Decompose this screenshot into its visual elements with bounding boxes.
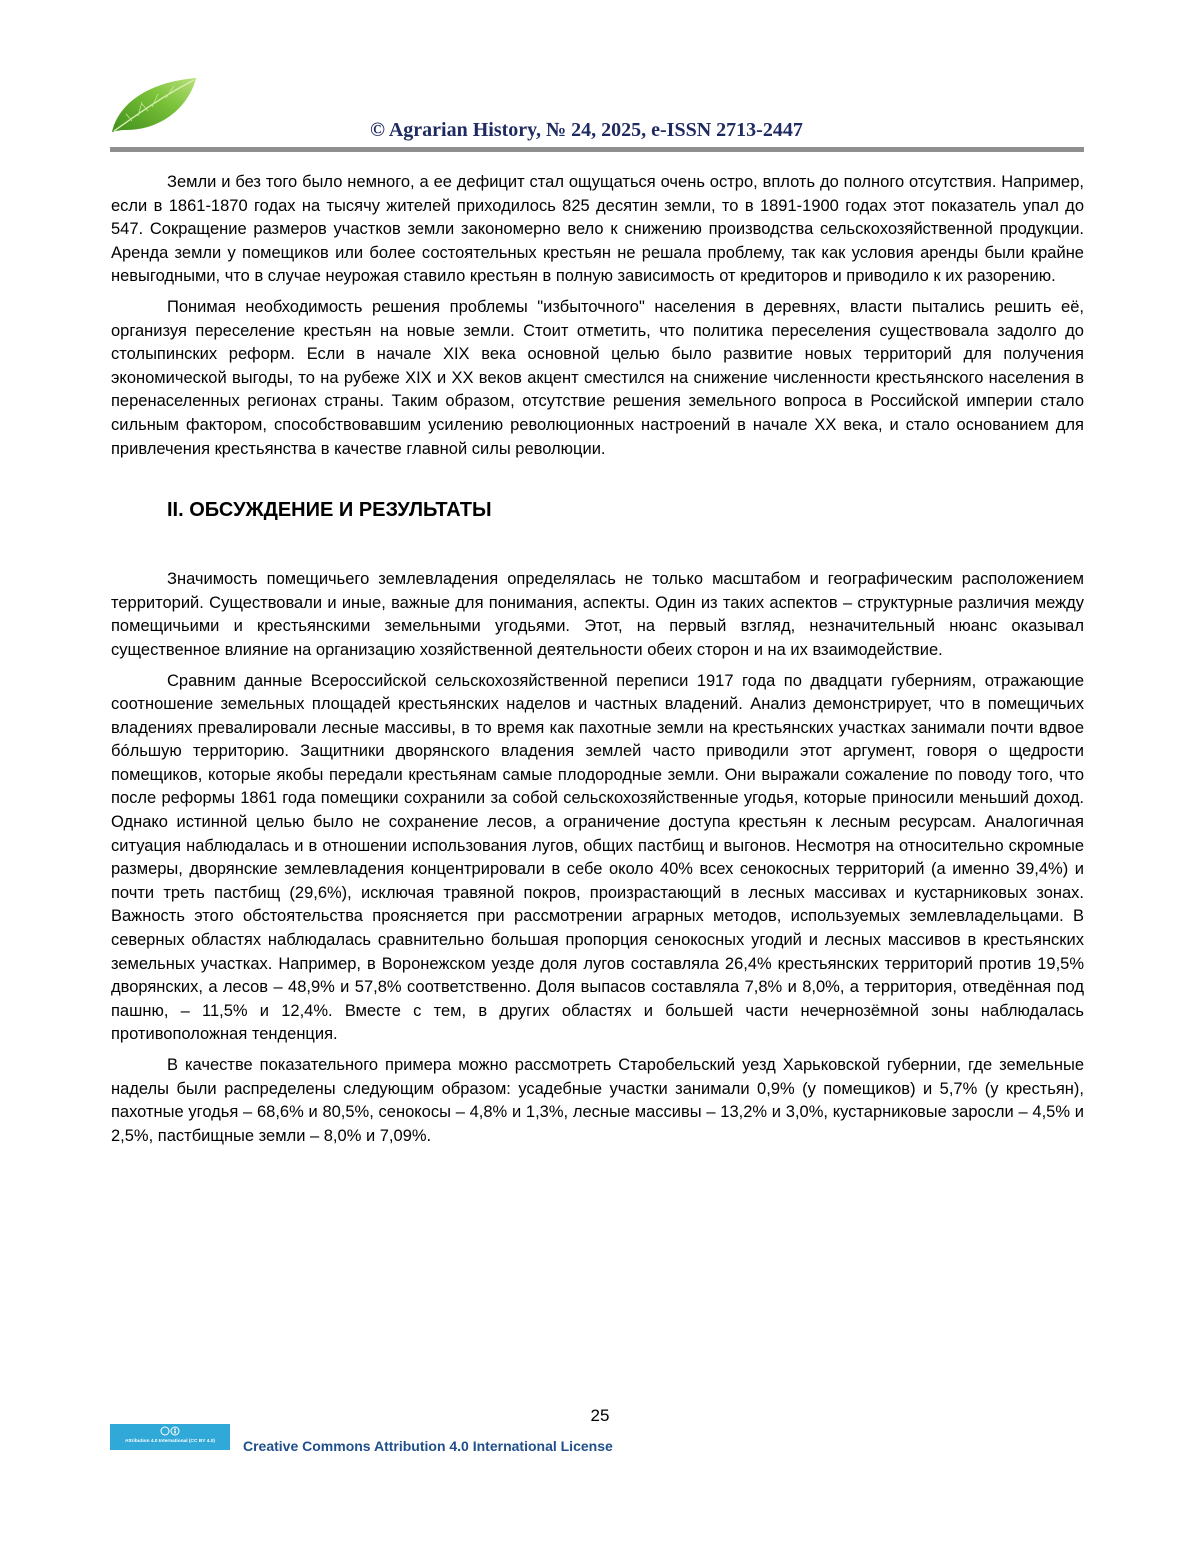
cc-license-badge[interactable] bbox=[110, 1424, 230, 1450]
journal-header-title: © Agrarian History, № 24, 2025, e-ISSN 2713-2447 bbox=[370, 119, 803, 141]
creative-commons-icon bbox=[160, 1426, 180, 1436]
cc-badge-text: Attribution 4.0 International (CC BY 4.0) bbox=[125, 1439, 215, 1444]
paragraph-land-shortage: Земли и без того было немного, а ее дефицит стал ощущаться очень остро, вплоть до полного отсутствия. Например, если в 1861-1870 годах на тысячу жителей приходилось 825 десятин земли, то в 1891-1900 годах этот показатель упал до 547. Сокращение размеров участков земли закономерно вело к снижению производства сельскохозяйственной продукции. Аренда земли у помещиков или более состоятельных крестьян не решала проблему, так как условия аренды были крайне невыгодными, что в случае неурожая ставило крестьян в полную зависимость от кредиторов и приводило к их разорению. bbox=[111, 173, 1084, 286]
paragraph-census-comparison: Сравним данные Всероссийской сельскохозяйственной переписи 1917 года по двадцати губерниям, отражающие соотношение земельных площадей крестьянских наделов и частных владений. Анализ демонстрирует, что в помещичьих владениях превалировали лесные массивы, в то время как пахотные земли на крестьянских участках занимали почти вдвое бóльшую территорию. Защитники дворянского владения землей часто приводили этот аргумент, говоря о щедрости помещиков, которые якобы передали крестьянам самые плодородные земли. Они выражали сожаление по поводу того, что после реформы 1861 года помещики сохранили за собой сельскохозяйственные угодья, которые приносили меньший доход. Однако истинной целью было не сохранение лесов, а ограничение доступа крестьян к лесным ресурсам. Аналогичная ситуация наблюдалась и в отношении использования лугов, общих пастбищ и выгонов. Несмотря на относительно скромные размеры, дворянские землевладения концентрировали в себе около 40% всех сенокосных территорий (а именно 39,4%) и почти треть пастбищ (29,6%), исключая травяной покров, произрастающий в лесных массивах и кустарниковых зонах. Важность этого обстоятельства проясняется при рассмотрении аграрных методов, используемых землевладельцами. В северных областях наблюдалась сравнительно большая пропорция сенокосных угодий и лесных массивов в крестьянских земельных участках. Например, в Воронежском уезде доля лугов составляла 26,4% крестьянских территорий против 19,5% дворянских, а лесов – 48,9% и 57,8% соответственно. Доля выпасов составляла 7,8% и 8,0%, а территория, отведённая под пашню, – 11,5% и 12,4%. Вместе с тем, в других областях и большей части нечернозёмной зоны наблюдалась противоположная тенденция. bbox=[111, 671, 1084, 1044]
article-body bbox=[111, 171, 1084, 1155]
paragraph-landowner-significance: Значимость помещичьего землевладения определялась не только масштабом и географическим расположением территорий. Существовали и иные, важные для понимания, аспекты. Один из таких аспектов – структурные различия между помещичьими и крестьянскими земельными угодьями. Этот, на первый взгляд, незначительный нюанс оказывал существенное влияние на организацию хозяйственной деятельности обеих сторон и на их взаимодействие. bbox=[111, 570, 1084, 659]
license-link[interactable]: Creative Commons Attribution 4.0 International License bbox=[243, 1438, 613, 1454]
header-divider bbox=[110, 147, 1084, 152]
paragraph-starobelsk-example: В качестве показательного примера можно рассмотреть Старобельский уезд Харьковской губернии, где земельные наделы были распределены следующим образом: усадебные участки занимали 0,9% (у помещиков) и 5,7% (у крестьян), пахотные угодья – 68,6% и 80,5%, сенокосы – 4,8% и 1,3%, лесные массивы – 13,2% и 3,0%, кустарниковые заросли – 4,5% и 2,5%, пастбищные земли – 8,0% и 7,09%. bbox=[111, 1056, 1084, 1145]
section-heading: II. ОБСУЖДЕНИЕ И РЕЗУЛЬТАТЫ bbox=[167, 499, 492, 522]
paragraph-resettlement: Понимая необходимость решения проблемы "избыточного" населения в деревнях, власти пытались решить её, организуя переселение крестьян на новые земли. Стоит отметить, что политика переселения существовала задолго до столыпинских реформ. Если в начале XIX века основной целью было развитие новых территорий для получения экономической выгоды, то на рубеже XIX и XX веков акцент сместился на снижение численности крестьянского населения в перенаселенных регионах страны. Таким образом, отсутствие решения земельного вопроса в Российской империи стало сильным фактором, способствовавшим усилению революционных настроений в начале XX века, и стало основанием для привлечения крестьянства в качестве главной силы революции. bbox=[111, 297, 1084, 458]
green-leaf-icon bbox=[108, 74, 200, 136]
page-number: 25 bbox=[590, 1406, 610, 1425]
